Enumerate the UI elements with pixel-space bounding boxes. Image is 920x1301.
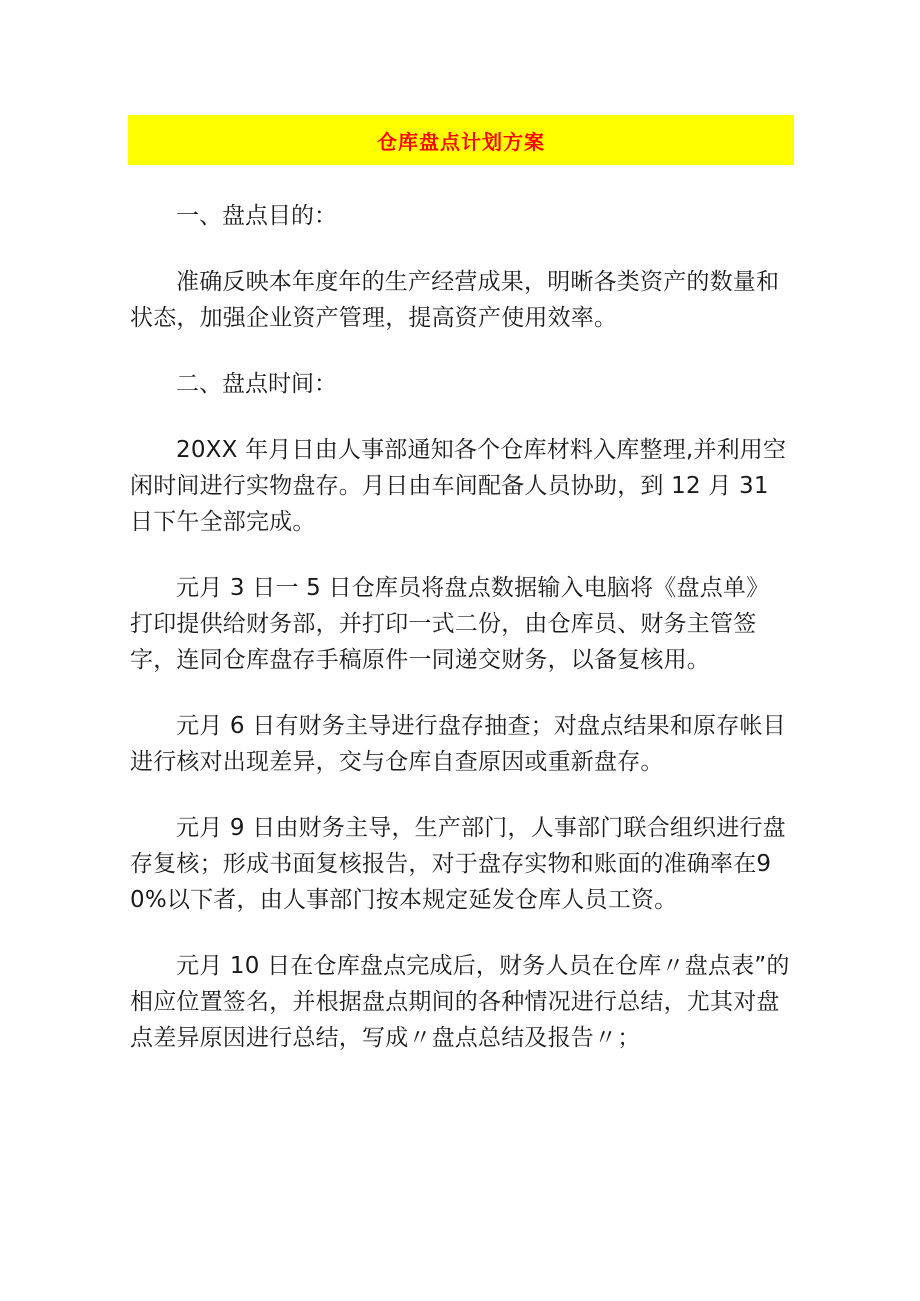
document-body [130, 198, 792, 1086]
section-heading-time: 二、盘点时间： [176, 371, 337, 397]
paragraph-jan10: 元月 10 日在仓库盘点完成后，财务人员在仓库〃盘点表”的相应位置签名，并根据盘点期间的各种情况进行总结，尤其对盘点差异原因进行总结，写成〃盘点总结及报告〃； [130, 953, 790, 1051]
section-heading-purpose: 一、盘点目的： [176, 203, 337, 229]
document-title: 仓库盘点计划方案 [377, 129, 545, 154]
paragraph-purpose: 准确反映本年度年的生产经营成果，明晰各类资产的数量和状态，加强企业资产管理，提高资产使用效率。 [130, 269, 780, 331]
paragraph-jan9: 元月 9 日由财务主导，生产部门，人事部门联合组织进行盘存复核；形成书面复核报告，对于盘存实物和账面的准确率在90%以下者，由人事部门按本规定延发仓库人员工资。 [130, 815, 786, 913]
paragraph-schedule: 20XX 年月日由人事部通知各个仓库材料入库整理,并利用空闲时间进行实物盘存。月日由车间配备人员协助，到 12 月 31 日下午全部完成。 [130, 437, 787, 535]
paragraph-jan3-5: 元月 3 日一 5 日仓库员将盘点数据输入电脑将《盘点单》打印提供给财务部，并打印一式二份，由仓库员、财务主管签字，连同仓库盘存手稿原件一同递交财务，以备复核用。 [130, 575, 770, 673]
title-banner [128, 115, 794, 165]
paragraph-jan6: 元月 6 日有财务主导进行盘存抽查；对盘点结果和原存帐目进行核对出现差异，交与仓库自查原因或重新盘存。 [130, 713, 786, 775]
